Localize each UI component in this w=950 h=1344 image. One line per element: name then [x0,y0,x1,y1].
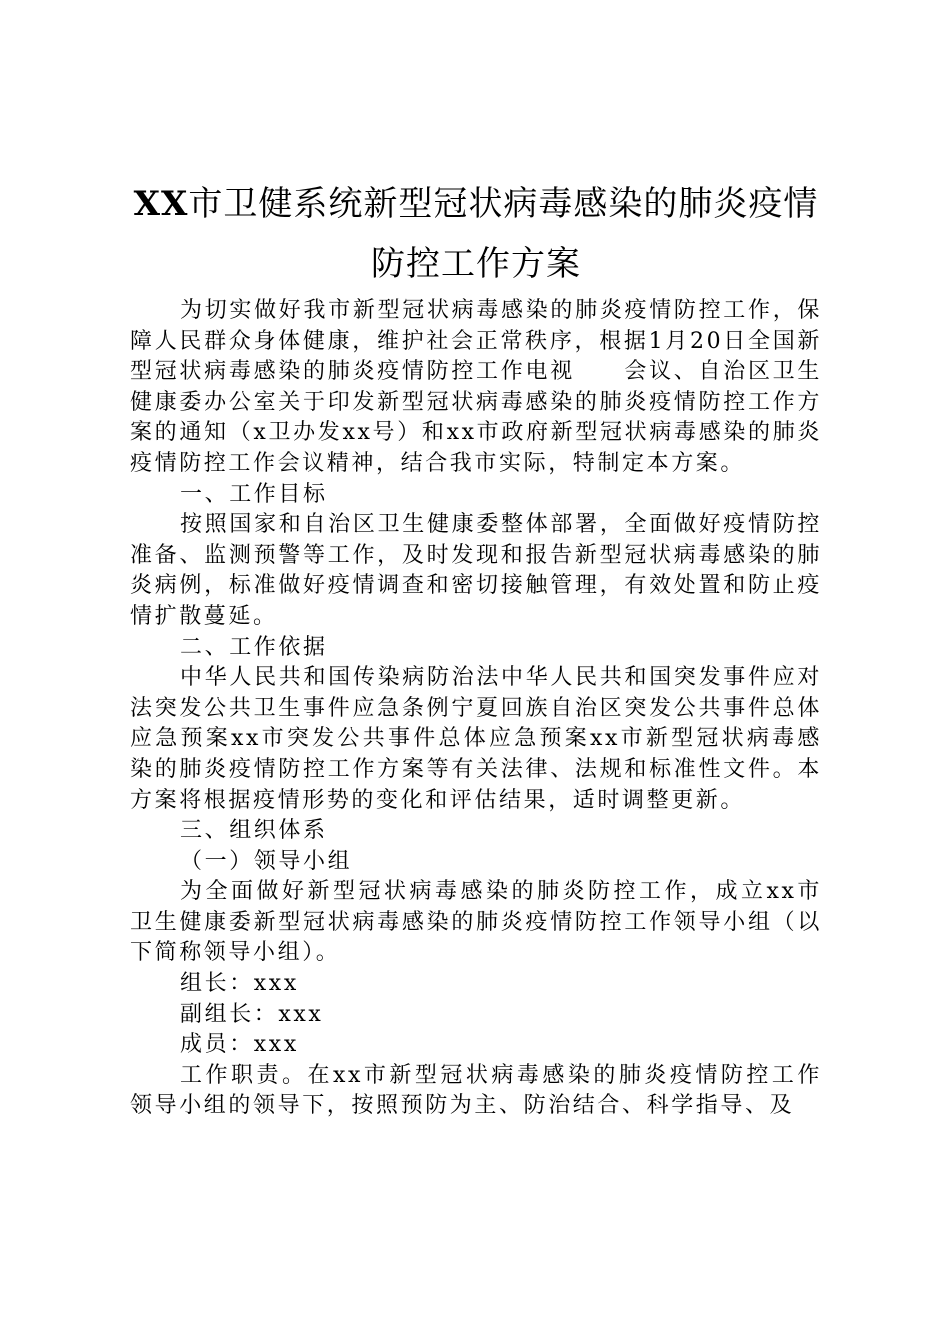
leading-group-paragraph: 为全面做好新型冠状病毒感染的肺炎防控工作，成立xx市卫生健康委新型冠状病毒感染的肺炎疫情防控工作领导小组（以下简称领导小组）。 [130,879,822,966]
title-line-2: 防控工作方案 [371,244,581,284]
duties-paragraph: 工作职责。在xx市新型冠状病毒感染的肺炎疫情防控工作领导小组的领导下，按照预防为主、防治结合、科学指导、及 [130,1062,822,1119]
title-line-1: 市卫健系统新型冠状病毒感染的肺炎疫情 [188,184,819,224]
section-heading-work-goal: 一、工作目标 [180,481,328,507]
intro-paragraph: 为切实做好我市新型冠状病毒感染的肺炎疫情防控工作，保障人民群众身体健康，维护社会正常秩序，根据1月20日全国新型冠状病毒感染的肺炎疫情防控工作电视 会议、自治区卫生健康委办公室关于印发新型冠状病毒感染的肺炎疫情防控工作方案的通知（x卫办发xx号）和xx市政府新型冠状病毒感染的肺炎疫情防控工作会议精神，结合我市实际，特制定本方案。 [130,298,822,476]
document-body [130,296,822,1122]
deputy-leader-line: 副组长：xxx [180,1001,324,1027]
section-heading-work-basis: 二、工作依据 [180,634,328,660]
work-basis-paragraph: 中华人民共和国传染病防治法中华人民共和国突发事件应对法突发公共卫生事件应急条例宁夏回族自治区突发公共事件总体应急预案xx市突发公共事件总体应急预案xx市新型冠状病毒感染的肺炎疫情防控工作方案等有关法律、法规和标准性文件。本方案将根据疫情形势的变化和评估结果，适时调整更新。 [130,665,822,813]
document-title [130,174,822,294]
title-code: XX [133,184,189,224]
section-heading-organization: 三、组织体系 [180,818,328,844]
subsection-heading-leading-group: （一）领导小组 [180,848,353,874]
work-goal-paragraph: 按照国家和自治区卫生健康委整体部署，全面做好疫情防控准备、监测预警等工作，及时发现和报告新型冠状病毒感染的肺炎病例，标准做好疫情调查和密切接触管理，有效处置和防止疫情扩散蔓延。 [130,512,822,629]
group-leader-line: 组长：xxx [180,971,299,997]
members-line: 成员：xxx [180,1032,299,1058]
